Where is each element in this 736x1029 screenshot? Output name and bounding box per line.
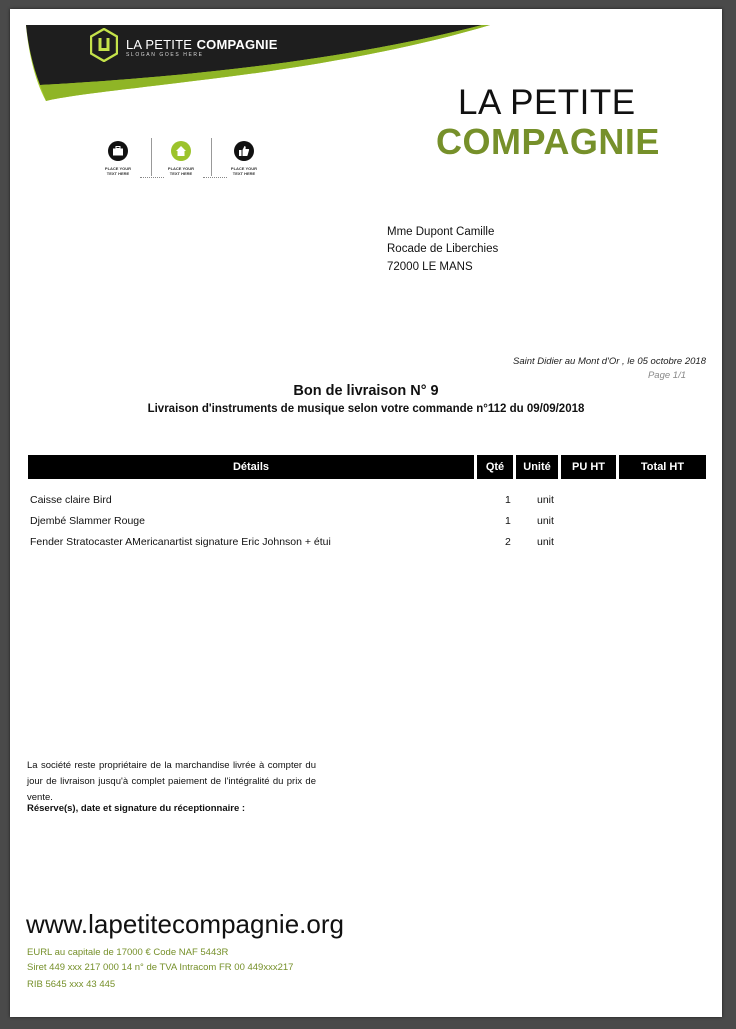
column-header-details: Détails [28,455,474,479]
banner-brand-light: LA PETITE [126,37,193,52]
place-date: Saint Didier au Mont d'Or , le 05 octobre 2018 [513,356,706,367]
header-icon-item [98,141,138,176]
row-qty: 2 [505,536,511,548]
dotted-divider [203,177,227,180]
recipient-city: 72000 LE MANS [387,261,473,273]
website-url: www.lapetitecompagnie.org [26,909,344,939]
icon-divider [151,138,152,176]
row-details: Caisse claire Bird [30,494,112,506]
header-icon-item [224,141,264,176]
row-unit: unit [537,515,554,527]
header-icon-item [161,141,201,176]
document-title: Bon de livraison N° 9 [293,383,439,399]
company-logo-line1: LA PETITE [458,83,636,122]
row-unit: unit [537,494,554,506]
ownership-clause: La société reste propriétaire de la marchandise livrée à compter du jour de livraison jusqu'à complet paiement de l'intégralité du prix de vente. [27,760,316,803]
brand-hexagon-logo-icon [90,28,118,62]
dotted-divider [140,177,164,180]
header-banner [10,9,500,119]
column-header-total-ht: Total HT [619,455,706,479]
signature-label: Réserve(s), date et signature du réceptionnaire : [27,803,246,814]
briefcase-icon [108,141,128,161]
document-subtitle: Livraison d'instruments de musique selon votre commande n°112 du 09/09/2018 [147,403,585,415]
row-qty: 1 [505,494,511,506]
row-details: Djembé Slammer Rouge [30,515,145,527]
document-page [10,9,722,1017]
company-logo-line2: COMPAGNIE [436,121,660,162]
recipient-name: Mme Dupont Camille [387,226,495,238]
row-details: Fender Stratocaster AMericanartist signature Eric Johnson + étui [30,536,331,548]
row-unit: unit [537,536,554,548]
icon-caption: PLACE YOUR TEXT HERE [104,166,132,176]
page-number: Page 1/1 [647,370,686,381]
icon-caption: PLACE YOUR TEXT HERE [167,166,195,176]
column-header-pu-ht: PU HT [561,455,616,479]
column-header-qty: Qté [477,455,513,479]
banner-slogan: SLOGAN GOES HERE [126,52,204,58]
home-icon [171,141,191,161]
recipient-street: Rocade de Liberchies [387,243,499,255]
column-header-unit: Unité [516,455,558,479]
icon-caption: PLACE YOUR TEXT HERE [230,166,258,176]
row-qty: 1 [505,515,511,527]
thumbs-up-icon [234,141,254,161]
icon-divider [211,138,212,176]
footer-line-2: Siret 449 xxx 217 000 14 n° de TVA Intracom FR 00 449xxx217 [27,962,294,973]
footer-line-1: EURL au capitale de 17000 € Code NAF 5443R [27,947,229,958]
footer-line-3: RIB 5645 xxx 43 445 [27,979,116,990]
banner-brand-bold: COMPAGNIE [196,37,278,52]
